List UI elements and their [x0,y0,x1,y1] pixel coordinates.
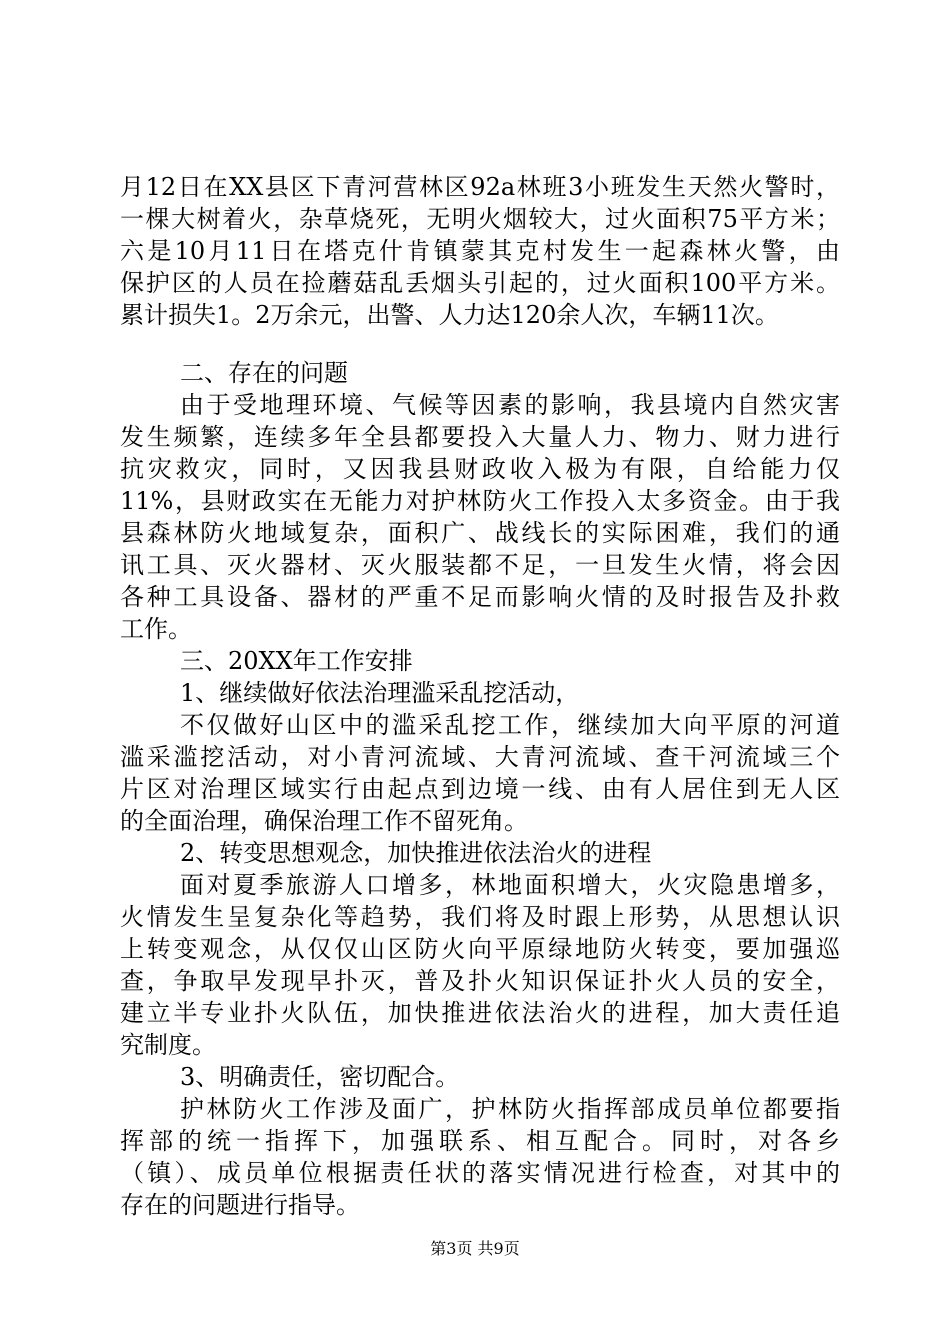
text-line: 1、继续做好依法治理滥采乱挖活动， [180,679,580,707]
paragraph [120,677,840,709]
paragraph [120,869,840,1061]
text-line: 三、20XX年工作安排 [180,647,413,675]
paragraph [120,709,840,837]
text-line: 一棵大树着火，杂草烧死，无明火烟较大，过火面积75平方米； [120,205,840,233]
text-line: 抗灾救灾，同时，又因我县财政收入极为有限，自给能力仅 [120,455,840,483]
text-line: 的全面治理，确保治理工作不留死角。 [120,807,528,835]
text-line: 面对夏季旅游人口增多，林地面积增大，火灾隐患增多， [180,871,840,899]
paragraph [120,645,840,677]
text-line: 累计损失1。2万余元，出警、人力达120余人次，车辆11次。 [120,301,779,329]
document-body [120,171,840,1221]
text-line: 县森林防火地域复杂，面积广、战线长的实际困难，我们的通 [120,519,840,547]
text-line: 11%，县财政实在无能力对护林防火工作投入太多资金。由于我 [120,487,840,515]
paragraph [120,389,840,645]
text-line: 六是10月11日在塔克什肯镇蒙其克村发生一起森林火警，由 [120,237,840,265]
text-line: 讯工具、灭火器材、灭火服装都不足，一旦发生火情，将会因 [120,551,840,579]
paragraph-spacer [120,331,840,357]
text-line: 二、存在的问题 [180,359,348,387]
text-line: 究制度。 [120,1031,216,1059]
text-line: 上转变观念，从仅仅山区防火向平原绿地防火转变，要加强巡 [120,935,840,963]
text-line: 由于受地理环境、气候等因素的影响，我县境内自然灾害 [180,391,840,419]
paragraph [120,357,840,389]
paragraph [120,171,840,331]
paragraph [120,1093,840,1221]
text-line: 3、明确责任，密切配合。 [180,1063,460,1091]
text-line: 查，争取早发现早扑灭，普及扑火知识保证扑火人员的安全， [120,967,840,995]
text-line: 护林防火工作涉及面广，护林防火指挥部成员单位都要指 [180,1095,840,1123]
text-line: 挥部的统一指挥下，加强联系、相互配合。同时，对各乡 [120,1127,840,1155]
paragraph [120,1061,840,1093]
text-line: 发生频繁，连续多年全县都要投入大量人力、物力、财力进行 [120,423,840,451]
text-line: 保护区的人员在捡蘑菇乱丢烟头引起的，过火面积100平方米。 [120,269,840,297]
text-line: 片区对治理区域实行由起点到边境一线、由有人居住到无人区 [120,775,840,803]
text-line: 存在的问题进行指导。 [120,1191,360,1219]
text-line: 2、转变思想观念，加快推进依法治火的进程 [180,839,652,867]
page-footer: 第3页 共9页 [430,1239,520,1258]
text-line: 各种工具设备、器材的严重不足而影响火情的及时报告及扑救 [120,583,840,611]
text-line: 滥采滥挖活动，对小青河流域、大青河流域、查干河流域三个 [120,743,840,771]
text-line: （镇）、成员单位根据责任状的落实情况进行检查，对其中的 [120,1159,840,1187]
paragraph [120,837,840,869]
text-line: 工作。 [120,615,192,643]
text-line: 月12日在XX县区下青河营林区92a林班3小班发生天然火警时， [120,173,840,201]
text-line: 不仅做好山区中的滥采乱挖工作，继续加大向平原的河道 [180,711,840,739]
text-line: 火情发生呈复杂化等趋势，我们将及时跟上形势，从思想认识 [120,903,840,931]
text-line: 建立半专业扑火队伍，加快推进依法治火的进程，加大责任追 [120,999,840,1027]
